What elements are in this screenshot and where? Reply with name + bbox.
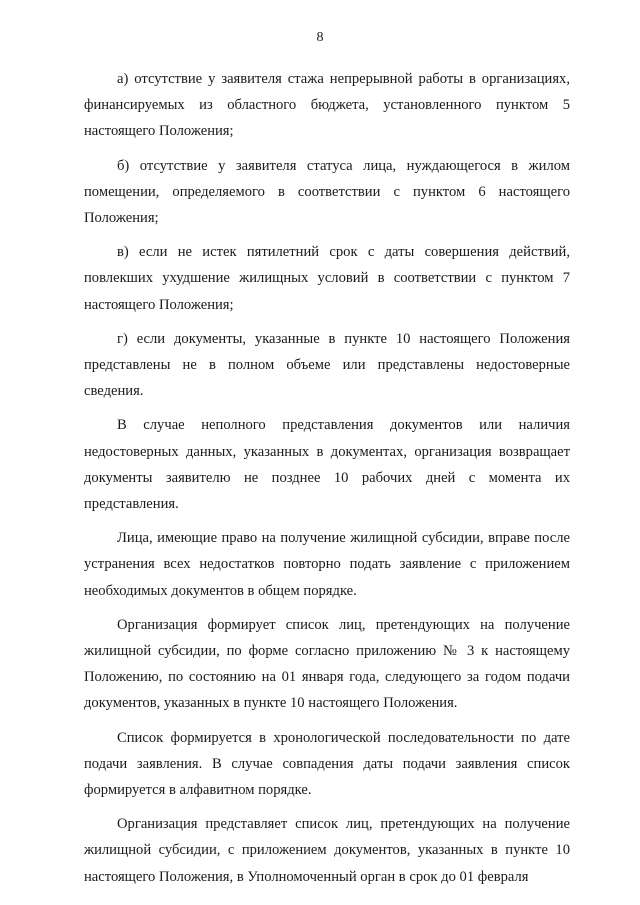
page-number: 8: [316, 30, 324, 45]
paragraph-list-order: Список формируется в хронологической последовательности по дате подачи заявления. В случае совпадения даты подачи заявления список формируется в алфавитном порядке.: [84, 729, 570, 799]
document-body: [84, 66, 570, 898]
paragraph-list-submission: Организация представляет список лиц, претендующих на получение жилищной субсидии, с приложением документов, указанных в пункте 10 настоящего Положения, в Уполномоченный орган в срок до 01 февраля: [84, 816, 570, 885]
paragraph-item-g: г) если документы, указанные в пункте 10 настоящего Положения представлены не в полном объеме или представлены недостоверные сведения.: [84, 330, 570, 400]
paragraph-resubmission: Лица, имеющие право на получение жилищной субсидии, вправе после устранения всех недостатков повторно подать заявление с приложением необходимых документов в общем порядке.: [84, 530, 570, 599]
paragraph-item-a: а) отсутствие у заявителя стажа непрерывной работы в организациях, финансируемых из областного бюджета, установленного пунктом 5 настоящего Положения;: [84, 71, 570, 140]
paragraph-incomplete-documents: В случае неполного представления документов или наличия недостоверных данных, указанных в документах, организация возвращает документы заявителю не позднее 10 рабочих дней с момента их представления.: [84, 417, 570, 513]
paragraph-item-b: б) отсутствие у заявителя статуса лица, нуждающегося в жилом помещении, определяемого в соответствии с пунктом 6 настоящего Положения;: [84, 157, 570, 227]
paragraph-list-formation: Организация формирует список лиц, претендующих на получение жилищной субсидии, по форме согласно приложению № 3 к настоящему Положению, по состоянию на 01 января года, следующего за годом подачи документов, указанных в пункте 10 настоящего Положения.: [84, 616, 570, 712]
paragraph-item-v: в) если не истек пятилетний срок с даты совершения действий, повлекших ухудшение жилищных условий в соответствии с пунктом 7 настоящего Положения;: [84, 244, 570, 313]
